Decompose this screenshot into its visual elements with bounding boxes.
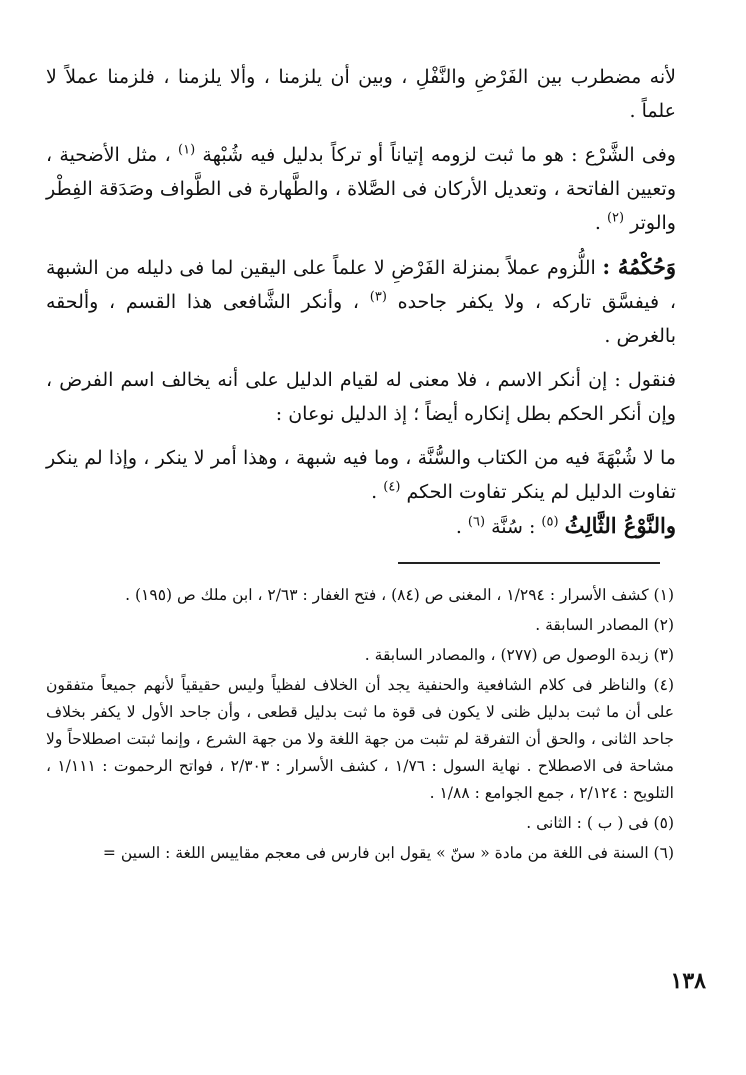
footnotes	[46, 582, 674, 870]
paragraph-2-text-a: وفى الشَّرْع : هو ما ثبت لزومه إتياناً أو تركاً بدليل فيه شُبْهة	[202, 144, 676, 166]
paragraph-2-text-b: ، مثل الأضحية ، وتعيين الفاتحة ، وتعديل الأركان فى الصَّلاة ، والطَّهارة فى الطَّواف وصَدَقة الفِطْر والوتر	[46, 144, 676, 234]
footnote-ref-1: (١)	[178, 142, 196, 158]
term-hukmuhu: وَحُكْمُهُ :	[602, 254, 676, 279]
footnote-5: (٥) فى ( ب ) : الثانى .	[526, 814, 674, 832]
footnote-1: (١) كشف الأسرار : ١/٢٩٤ ، المغنى ص (٨٤) ، فتح الغفار : ٢/٦٣ ، ابن ملك ص (١٩٥) .	[125, 586, 674, 604]
footnote-ref-2: (٢)	[606, 210, 625, 226]
paragraph-6-end: .	[455, 516, 462, 538]
footnote-2: (٢) المصادر السابقة .	[535, 616, 674, 634]
paragraph-5-text: ما لا شُبْهَةَ فيه من الكتاب والسُّنَّة ، وما فيه شبهة ، وهذا أمر لا ينكر ، وإذا لم ينكر تفاوت الدليل لم ينكر تفاوت الحكم	[46, 447, 676, 503]
paragraph-5-end: .	[371, 481, 378, 503]
term-third-type: والنَّوْعُ الثَّالِثُ	[564, 513, 676, 538]
paragraph-3-text-b: ، وأنكر الشَّافعى هذا القسم ، وألحقه بالغرض .	[46, 291, 676, 347]
footnote-ref-3: (٣)	[369, 289, 387, 305]
footnote-6: (٦) السنة فى اللغة من مادة « سنّ » يقول ابن فارس فى معجم مقاييس اللغة : السين =	[102, 844, 674, 862]
footnote-4: (٤) والناظر فى كلام الشافعية والحنفية يجد أن الخلاف لفظياً وليس حقيقياً لأنهم جميعاً متفقون على أن ما ثبت بدليل ظنى لا يكون فى قوة ما ثبت بدليل قطعى ، وأن جاحد الأول لا يكفر بخلاف جاحد الثانى ، والحق أن التفرقة لم تثبت من جهة اللغة ولا من جهة الشرع ، وإنما ثبتت اصطلاحاً ولا مشاحة فى الاصطلاح . نهاية السول : ١/٧٦ ، كشف الأسرار : ٢/٣٠٣ ، فواتح الرحموت : ١/١١١ ، التلويح : ٢/١٢٤ ، جمع الجوامع : ١/٨٨ .	[46, 676, 674, 802]
paragraph-6-text: : سُنَّة	[491, 516, 536, 538]
page-number: ١٣٨	[670, 968, 706, 994]
paragraph-2	[46, 138, 676, 240]
paragraph-5	[46, 441, 676, 544]
paragraph-1: لأنه مضطرب بين الفَرْضِ والنَّفْلِ ، وبين أن يلزمنا ، وألا يلزمنا ، فلزمنا عملاً لا علماً .	[46, 66, 676, 122]
main-text	[46, 60, 676, 556]
footnote-ref-6: (٦)	[467, 514, 486, 530]
footnote-ref-5: (٥)	[541, 514, 559, 530]
footnote-ref-4: (٤)	[383, 479, 401, 495]
paragraph-3	[46, 250, 676, 353]
paragraph-3-text-a: اللُّزوم عملاً بمنزلة الفَرْضِ لا علماً على اليقين لما فى دليله من الشبهة ، فيفسَّق تاركه ، ولا يكفر جاحده	[46, 257, 676, 313]
paragraph-2-end: .	[594, 212, 601, 234]
footnote-3: (٣) زبدة الوصول ص (٢٧٧) ، والمصادر السابقة .	[364, 646, 674, 664]
footnote-divider	[398, 562, 660, 564]
paragraph-4: فنقول : إن أنكر الاسم ، فلا معنى له لقيام الدليل على أنه يخالف اسم الفرض ، وإن أنكر الحكم بطل إنكاره أيضاً ؛ إذ الدليل نوعان :	[46, 369, 676, 425]
